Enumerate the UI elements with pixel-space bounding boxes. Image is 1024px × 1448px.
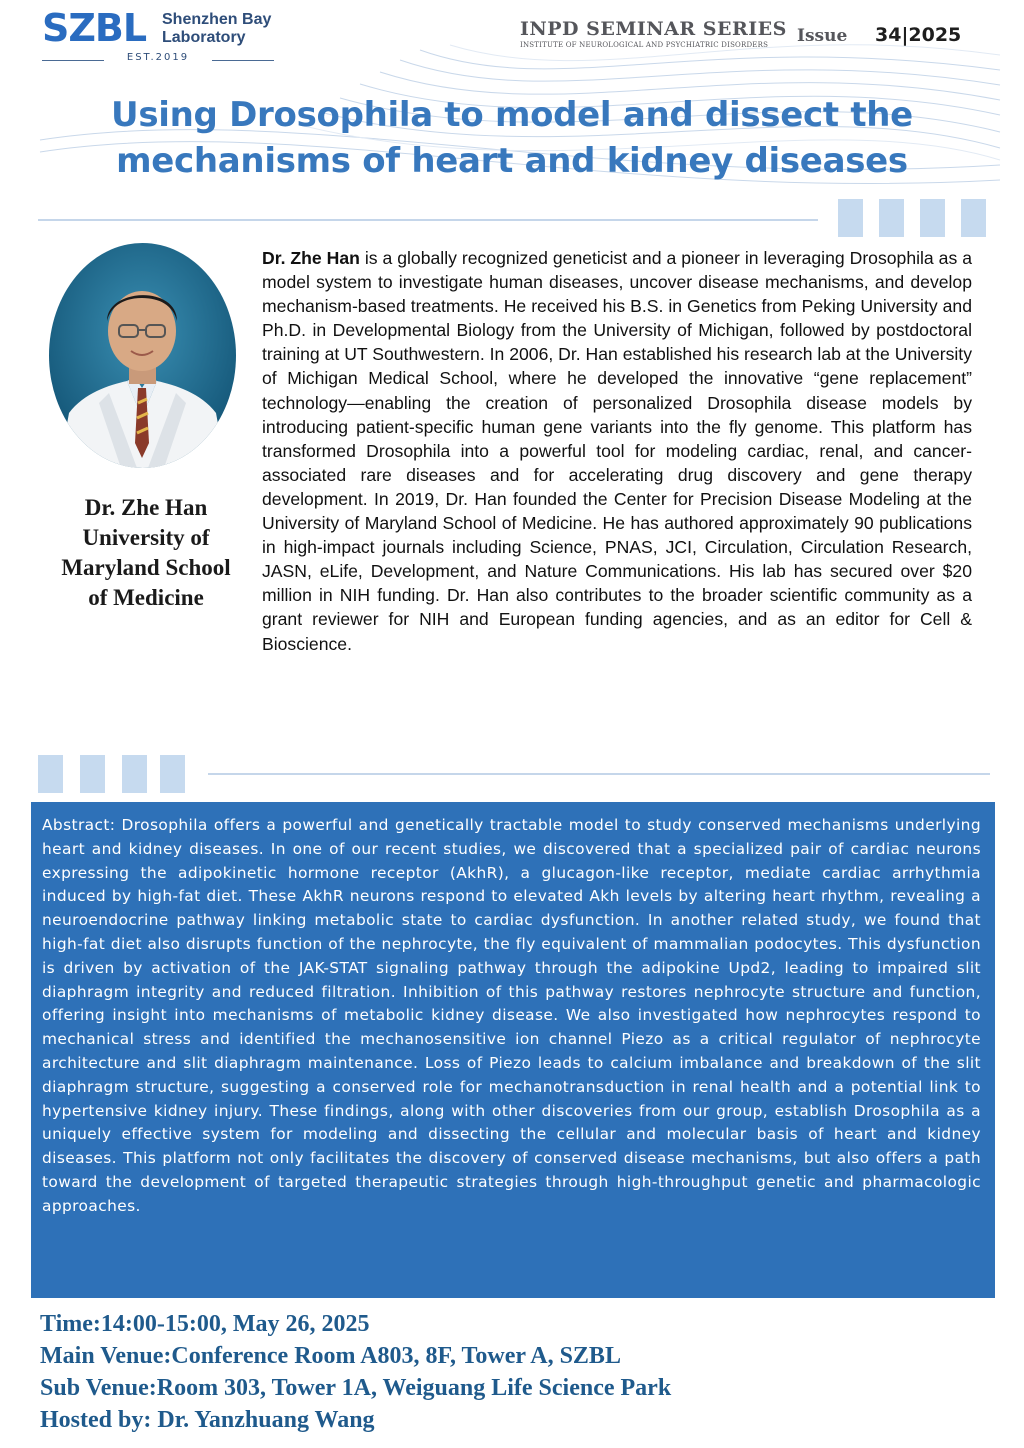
- divider-top: [38, 219, 818, 221]
- logo-est-line-left: [42, 60, 104, 61]
- logo-est-text: EST.2019: [126, 52, 190, 63]
- divider-middle: [208, 773, 990, 775]
- accent-square: [80, 755, 105, 793]
- accent-square: [122, 755, 147, 793]
- series-subtitle: INSTITUTE OF NEUROLOGICAL AND PSYCHIATRIC DISORDERS: [520, 41, 769, 49]
- bio-speaker-name: Dr. Zhe Han: [262, 248, 360, 268]
- logo-mark: SZBL: [42, 6, 147, 50]
- accent-square: [838, 199, 863, 237]
- bio-text: is a globally recognized geneticist and a pioneer in leveraging Drosophila as a model system to investigate human diseases, uncover disease mechanisms, and develop mechanism-based treatments. He received his B.S. in Genetics from Peking University and Ph.D. in Developmental Biology from the University of Michigan, followed by postdoctoral training at UT Southwestern. In 2006, Dr. Han established his research lab at the University of Michigan Medical School, where he developed the innovative “gene replacement” technology—enabling the creation of personalized Drosophila disease models by introducing patient-specific human gene variants into the fly genome. This platform has transformed Drosophila into a powerful tool for modeling cardiac, renal, and cancer-associated rare diseases and for accelerating drug discovery and gene therapy development. In 2019, Dr. Han founded the Center for Precision Disease Modeling at the University of Maryland School of Medicine. He has authored approximately 90 publications in high-impact journals including Science, PNAS, JCI, Circulation, Circulation Research, JASN, eLife, Development, and Nature Communications. His lab has secured over $20 million in NIH funding. Dr. Han also contributes to the broader scientific community as a grant reviewer for NIH and European funding agencies, and as an editor for Cell & Bioscience.: [262, 248, 972, 654]
- speaker-affiliation-line3: of Medicine: [88, 585, 204, 610]
- issue-label: Issue: [797, 26, 848, 46]
- issue-number: 34|2025: [875, 24, 962, 46]
- logo-name-line2: Laboratory: [162, 29, 246, 46]
- event-host: Hosted by: Dr. Yanzhuang Wang: [40, 1407, 375, 1433]
- event-main-venue: Main Venue:Conference Room A803, 8F, Tower A, SZBL: [40, 1343, 621, 1369]
- logo-name: [162, 11, 332, 47]
- abstract-panel: [31, 802, 995, 1298]
- accent-square: [879, 199, 904, 237]
- event-time: Time:14:00-15:00, May 26, 2025: [40, 1311, 370, 1337]
- seminar-series-heading: [520, 18, 790, 49]
- event-sub-venue: Sub Venue:Room 303, Tower 1A, Weiguang Life Science Park: [40, 1375, 672, 1401]
- accent-square: [920, 199, 945, 237]
- event-info: [40, 1308, 1000, 1436]
- logo-est-line-right: [212, 60, 274, 61]
- accent-square: [38, 755, 63, 793]
- abstract-text: Abstract: Drosophila offers a powerful and genetically tractable model to study conserved mechanisms underlying heart and kidney diseases. In one of our recent studies, we discovered that a specialized pair of cardiac neurons expressing the adipokinetic hormone receptor (AkhR), a glucagon-like receptor, mediate cardiac arrhythmia induced by high-fat diet. These AkhR neurons respond to elevated Akh levels by altering heart rhythm, revealing a neuroendocrine pathway linking metabolic state to cardiac dysfunction. In another related study, we found that high-fat diet also disrupts function of the nephrocyte, the fly equivalent of mammalian podocytes. This dysfunction is driven by activation of the JAK-STAT signaling pathway through the adipokine Upd2, leading to impaired slit diaphragm integrity and reduced filtration. Inhibition of this pathway restores nephrocyte structure and function, offering insight into mechanisms of metabolic kidney disease. We also investigated how nephrocytes respond to mechanical stress and identified the mechanosensitive ion channel Piezo as a critical regulator of nephrocyte architecture and slit diaphragm maintenance. Loss of Piezo leads to calcium imbalance and breakdown of the slit diaphragm structure, suggesting a conserved role for mechanotransduction in renal health and a potential link to hypertensive kidney injury. These findings, along with other discoveries from our group, establish Drosophila as a uniquely effective system for modeling and dissecting the cellular and molecular basis of heart and kidney diseases. This platform not only facilitates the discovery of conserved disease mechanisms, but also offers a path toward the development of targeted therapeutic strategies through high-throughput genetic and pharmacologic approaches.: [42, 816, 981, 1215]
- speaker-affiliation-line2: Maryland School: [61, 555, 231, 580]
- series-title: INPD SEMINAR SERIES: [520, 18, 787, 40]
- title-line2: mechanisms of heart and kidney diseases: [116, 141, 908, 181]
- accent-square: [961, 199, 986, 237]
- speaker-caption: [40, 493, 252, 613]
- speaker-photo: [49, 243, 236, 468]
- logo-name-line1: Shenzhen Bay: [162, 11, 272, 28]
- speaker-affiliation-line1: University of: [82, 525, 210, 550]
- speaker-name: Dr. Zhe Han: [84, 495, 208, 520]
- speaker-portrait-illustration: [49, 243, 236, 468]
- accent-square: [160, 755, 185, 793]
- page-title: [60, 92, 964, 184]
- title-line1: Using Drosophila to model and dissect the: [111, 95, 913, 135]
- logo-est: [42, 52, 274, 68]
- speaker-biography: [262, 246, 972, 656]
